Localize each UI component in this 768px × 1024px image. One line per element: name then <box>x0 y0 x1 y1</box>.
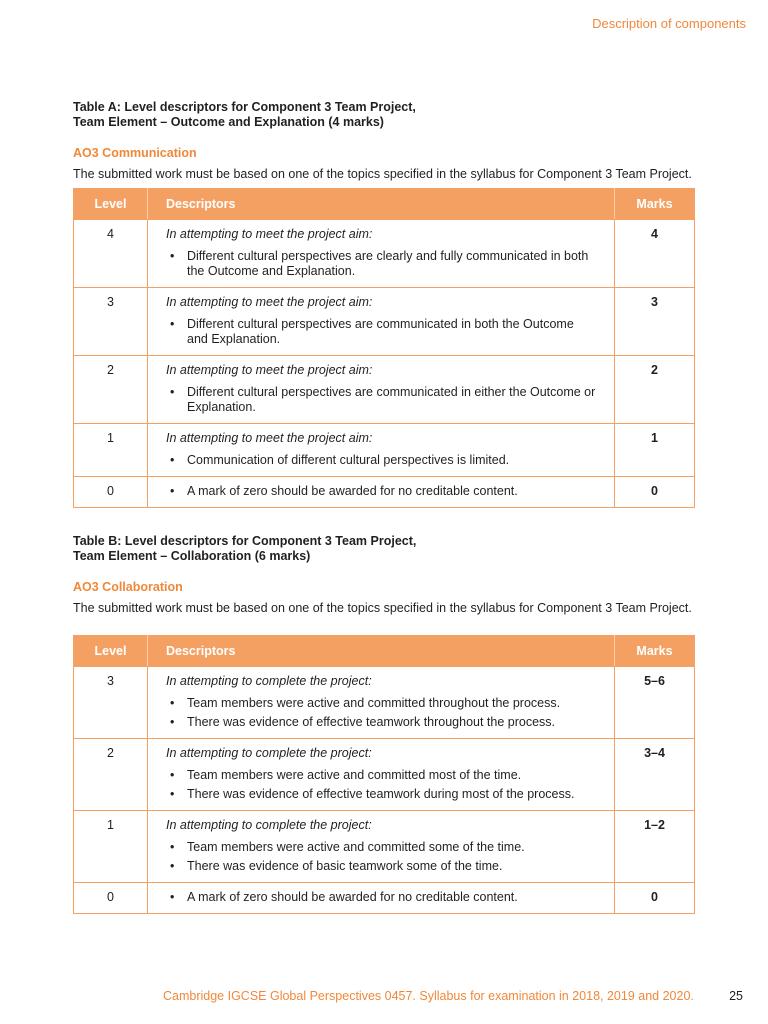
table-row <box>74 288 695 356</box>
descriptor-cell <box>148 739 615 811</box>
marks-cell: 3 <box>615 288 695 356</box>
column-header-marks: Marks <box>615 636 695 667</box>
table-b-body <box>74 667 695 914</box>
level-cell: 1 <box>74 424 148 477</box>
descriptor-bullet: • There was evidence of effective teamwork during most of the process. <box>166 787 596 802</box>
descriptor-bullet: • Different cultural perspectives are communicated in either the Outcome or Explanation. <box>166 385 596 415</box>
descriptor-list <box>166 768 596 802</box>
level-cell: 3 <box>74 288 148 356</box>
descriptor-bullet: • There was evidence of basic teamwork some of the time. <box>166 859 596 874</box>
descriptor-cell <box>148 220 615 288</box>
marks-cell: 2 <box>615 356 695 424</box>
table-a-body <box>74 220 695 508</box>
table-b <box>73 635 695 914</box>
level-cell: 0 <box>74 477 148 508</box>
descriptor-list <box>166 840 596 874</box>
table-a-ao-title: AO3 Communication <box>73 146 197 160</box>
table-row <box>74 424 695 477</box>
descriptor-cell <box>148 477 615 508</box>
table-a-title-line1: Table A: Level descriptors for Component 3 Team Project, <box>73 100 416 114</box>
descriptor-aim: In attempting to meet the project aim: <box>166 227 373 241</box>
marks-cell: 5–6 <box>615 667 695 739</box>
descriptor-list <box>166 385 596 415</box>
descriptor-list <box>166 317 596 347</box>
table-row <box>74 356 695 424</box>
table-b-ao-title: AO3 Collaboration <box>73 580 183 594</box>
descriptor-list <box>166 890 596 905</box>
descriptor-bullet: • A mark of zero should be awarded for no creditable content. <box>166 890 596 905</box>
descriptor-aim: In attempting to complete the project: <box>166 674 372 688</box>
level-cell: 0 <box>74 883 148 914</box>
table-b-title-line1: Table B: Level descriptors for Component 3 Team Project, <box>73 534 417 548</box>
marks-cell: 4 <box>615 220 695 288</box>
descriptor-list <box>166 696 596 730</box>
marks-cell: 3–4 <box>615 739 695 811</box>
descriptor-list <box>166 453 596 468</box>
table-a-intro: The submitted work must be based on one of the topics specified in the syllabus for Component 3 Team Project. <box>73 167 692 181</box>
table-b-section <box>73 534 695 914</box>
descriptor-list <box>166 484 596 499</box>
table-row <box>74 667 695 739</box>
level-cell: 2 <box>74 739 148 811</box>
footer-text: Cambridge IGCSE Global Perspectives 0457. Syllabus for examination in 2018, 2019 and 2020. <box>163 989 694 1003</box>
descriptor-aim: In attempting to meet the project aim: <box>166 431 373 445</box>
marks-cell: 1 <box>615 424 695 477</box>
table-row <box>74 811 695 883</box>
descriptor-bullet: • There was evidence of effective teamwork throughout the process. <box>166 715 596 730</box>
column-header-descriptors: Descriptors <box>148 189 615 220</box>
page-number: 25 <box>729 989 743 1003</box>
descriptor-cell <box>148 356 615 424</box>
table-a <box>73 188 695 508</box>
marks-cell: 0 <box>615 883 695 914</box>
descriptor-bullet: • Team members were active and committed most of the time. <box>166 768 596 783</box>
descriptor-cell <box>148 667 615 739</box>
descriptor-bullet: • Communication of different cultural perspectives is limited. <box>166 453 596 468</box>
running-header: Description of components <box>592 16 746 31</box>
column-header-level: Level <box>74 636 148 667</box>
descriptor-list <box>166 249 596 279</box>
level-cell: 4 <box>74 220 148 288</box>
descriptor-cell <box>148 424 615 477</box>
table-row <box>74 739 695 811</box>
level-cell: 1 <box>74 811 148 883</box>
table-a-header-row <box>74 189 695 220</box>
table-b-title <box>73 534 695 564</box>
column-header-descriptors: Descriptors <box>148 636 615 667</box>
table-a-section <box>73 100 695 508</box>
column-header-marks: Marks <box>615 189 695 220</box>
descriptor-cell <box>148 811 615 883</box>
descriptor-cell <box>148 883 615 914</box>
descriptor-bullet: • Different cultural perspectives are clearly and fully communicated in both the Outcome and Explanation. <box>166 249 596 279</box>
table-row <box>74 220 695 288</box>
table-row <box>74 477 695 508</box>
descriptor-bullet: • Team members were active and committed some of the time. <box>166 840 596 855</box>
table-b-header-row <box>74 636 695 667</box>
descriptor-bullet: • Different cultural perspectives are communicated in both the Outcome and Explanation. <box>166 317 596 347</box>
table-a-title <box>73 100 695 130</box>
descriptor-aim: In attempting to complete the project: <box>166 818 372 832</box>
table-a-title-line2: Team Element – Outcome and Explanation (4 marks) <box>73 115 384 129</box>
table-b-title-line2: Team Element – Collaboration (6 marks) <box>73 549 311 563</box>
descriptor-bullet: • Team members were active and committed throughout the process. <box>166 696 596 711</box>
descriptor-aim: In attempting to meet the project aim: <box>166 295 373 309</box>
level-cell: 3 <box>74 667 148 739</box>
descriptor-aim: In attempting to complete the project: <box>166 746 372 760</box>
descriptor-aim: In attempting to meet the project aim: <box>166 363 373 377</box>
level-cell: 2 <box>74 356 148 424</box>
descriptor-bullet: • A mark of zero should be awarded for no creditable content. <box>166 484 596 499</box>
marks-cell: 1–2 <box>615 811 695 883</box>
table-row <box>74 883 695 914</box>
descriptor-cell <box>148 288 615 356</box>
column-header-level: Level <box>74 189 148 220</box>
table-b-intro: The submitted work must be based on one of the topics specified in the syllabus for Component 3 Team Project. <box>73 601 692 615</box>
marks-cell: 0 <box>615 477 695 508</box>
